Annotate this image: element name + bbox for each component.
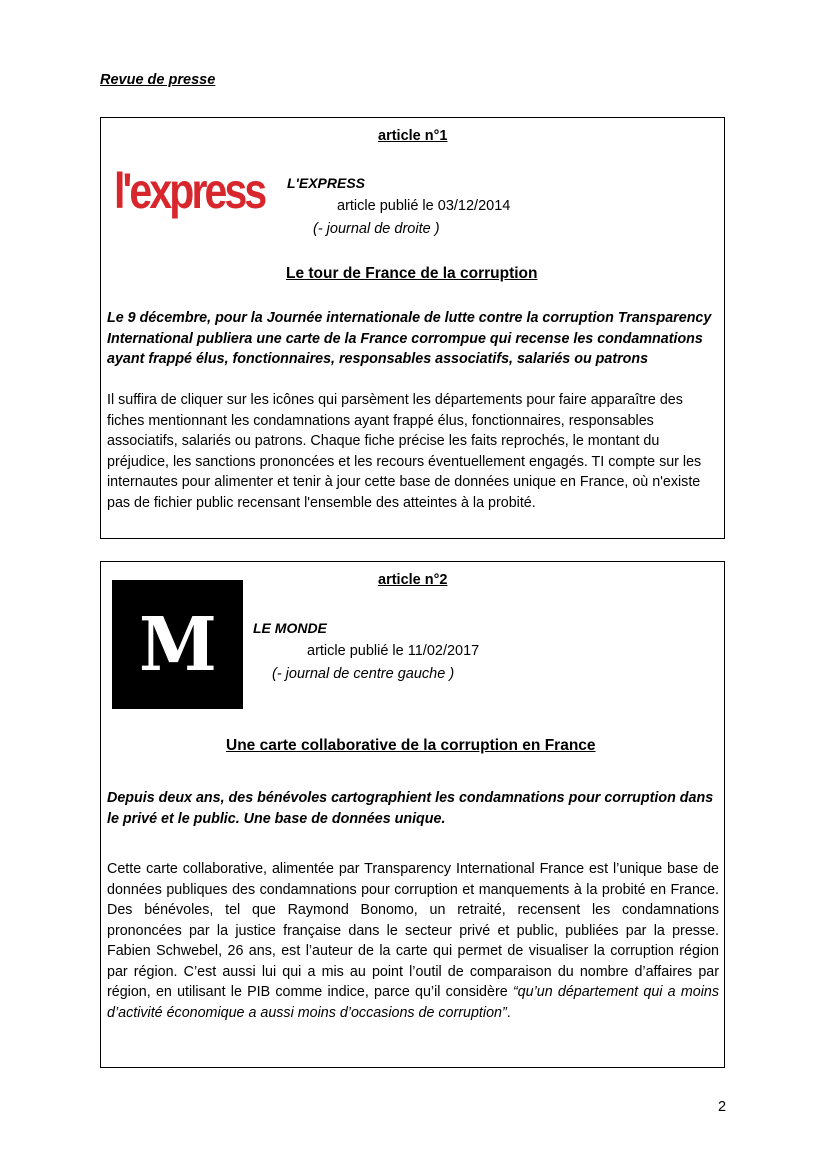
lexpress-logo xyxy=(114,163,274,221)
article-2-title: Une carte collaborative de la corruption en France xyxy=(226,737,596,754)
article-1-number: article n°1 xyxy=(378,128,448,144)
article-1-box xyxy=(100,117,725,539)
article-2-quote: “qu’un département qui a moins d’activité économique a aussi moins d’occasions de corruption” xyxy=(107,984,719,1021)
article-2-body-text: Cette carte collaborative, alimentée par Transparency International France est l’unique base de données publiques des condamnations pour corruption et manquements à la probité en France. Des bénévoles, tel que Raymond Bonomo, un retraité, recensent les condamnations prononcées par la justice française dans le secteur privé et public, publiées par la presse. Fabien Schwebel, 26 ans, est l’auteur de la carte qui permet de visualiser la corruption région par région. C’est aussi lui qui a mis au point l’outil de comparaison du nombre d’affaires par région, en utilisant le PIB comme indice, parce qu’il considère xyxy=(107,861,719,1000)
page-number: 2 xyxy=(718,1099,727,1115)
article-1-body: Il suffira de cliquer sur les icônes qui parsèment les départements pour faire apparaître des fiches mentionnant les condamnations ayant frappé élus, fonctionnaires, responsables associatifs, salariés ou patrons. Chaque fiche précise les faits reprochés, le montant du préjudice, les sanctions prononcées et les recours éventuellement engagés. TI compte sur les internautes pour alimenter et tenir à jour cette base de données unique en France, où n'existe pas de fichier public recensant l'ensemble des atteintes à la probité. xyxy=(107,392,702,511)
article-2-lead: Depuis deux ans, des bénévoles cartographient les condamnations pour corruption dans le privé et le public. Une base de données unique. xyxy=(107,790,714,827)
lemonde-logo-glyph: M xyxy=(138,601,217,688)
article-1-title: Le tour de France de la corruption xyxy=(286,265,538,282)
article-2-body-end: . xyxy=(506,1004,511,1021)
article-2-date: article publié le 11/02/2017 xyxy=(307,643,480,659)
article-1-lead: Le 9 décembre, pour la Journée internationale de lutte contre la corruption Transparency International publiera une carte de la France corrompue qui recense les condamnations ayant frappé élus, fonctionnaires, responsables associatifs, salariés ou patrons xyxy=(107,310,712,367)
article-2-paper: LE MONDE xyxy=(253,620,327,636)
lexpress-logo-text: l'express xyxy=(114,163,265,219)
article-1-political-lean: (- journal de droite ) xyxy=(313,221,440,237)
article-1-paper: L'EXPRESS xyxy=(287,175,366,191)
article-2-number: article n°2 xyxy=(378,572,448,588)
article-2-box xyxy=(100,561,725,1068)
article-2-political-lean: (- journal de centre gauche ) xyxy=(272,666,455,682)
article-2-body xyxy=(107,859,719,1023)
lemonde-logo xyxy=(112,580,243,709)
press-review-heading: Revue de presse xyxy=(100,72,216,88)
article-1-date: article publié le 03/12/2014 xyxy=(337,198,511,214)
